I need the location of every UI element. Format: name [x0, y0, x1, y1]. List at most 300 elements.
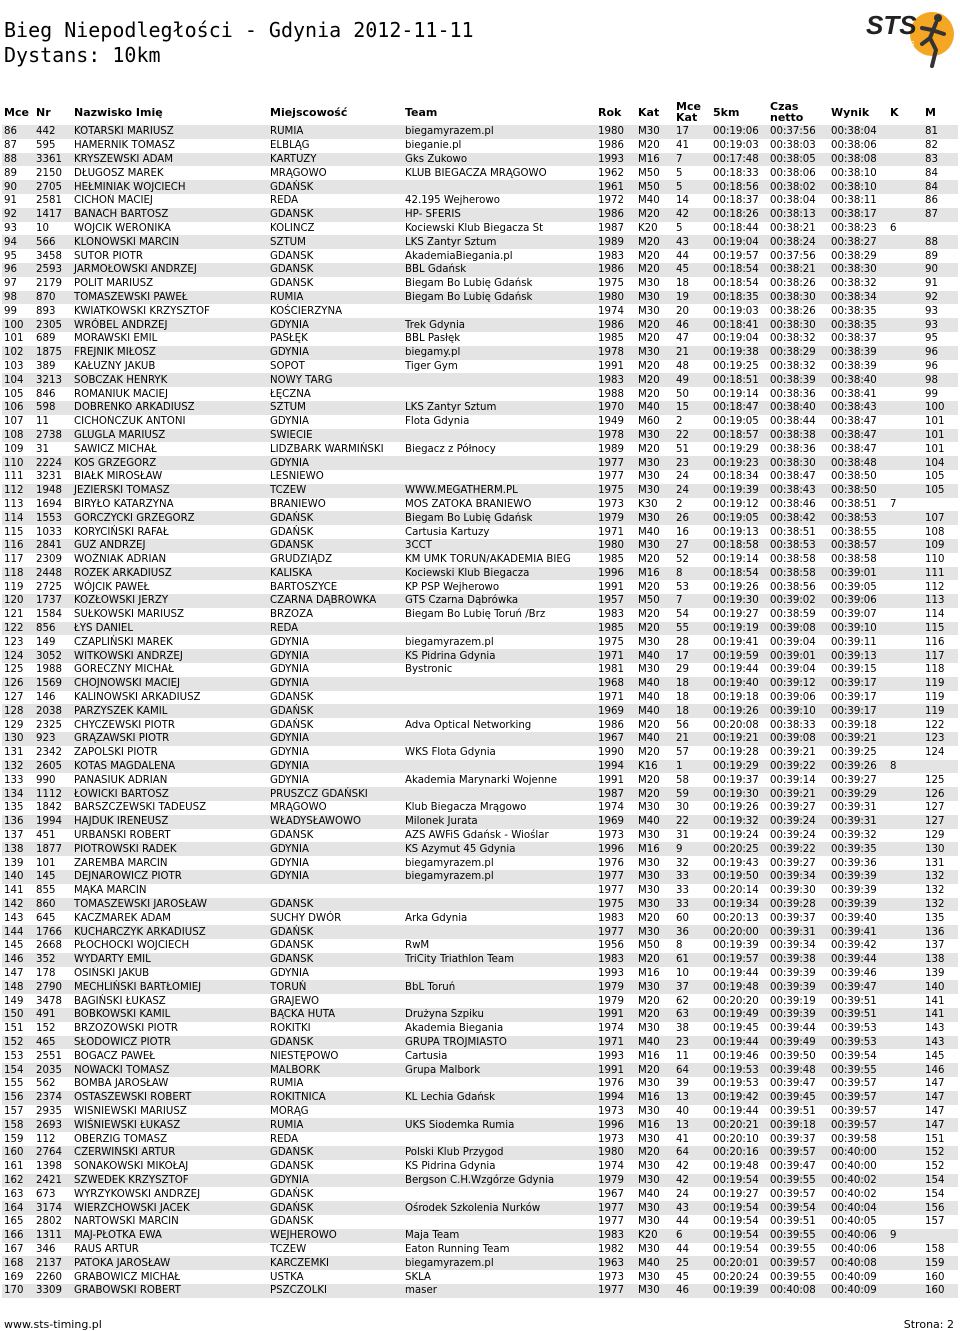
cell-year: 1963: [596, 1256, 636, 1270]
cell-result: 00:38:27: [829, 235, 888, 249]
cell-place: 130: [2, 732, 34, 746]
cell-men-place: 86: [925, 195, 938, 207]
cell-category-place: 10: [676, 968, 689, 979]
cell-split-5km: 00:20:10: [713, 1133, 759, 1145]
cell-men-place: 109: [923, 539, 958, 553]
cell-bib: 2035: [34, 1063, 72, 1077]
cell-city: GDYNIA: [270, 636, 309, 648]
cell-category-place: 58: [676, 774, 689, 786]
cell-team: [403, 1187, 596, 1201]
cell-men-place: [923, 1229, 958, 1243]
cell-city: GDAŃSK: [270, 1188, 314, 1200]
cell-category-place: 32: [676, 857, 689, 869]
cell-team: BBL Pasłęk: [405, 333, 461, 345]
cell-category: M40: [638, 1188, 660, 1200]
table-row: [2, 829, 958, 843]
cell-split-5km: 00:19:28: [713, 747, 759, 759]
cell-year: 1971: [598, 526, 624, 538]
cell-year: 1968: [596, 677, 636, 691]
cell-result: 00:39:42: [831, 940, 877, 952]
cell-men-place: 105: [925, 471, 945, 483]
cell-team: Drużyna Szpiku: [403, 1008, 596, 1022]
cell-year: 1975: [596, 484, 636, 498]
cell-category: M30: [638, 1216, 660, 1228]
cell-category: M30: [636, 870, 674, 884]
cell-result: 00:38:48: [829, 456, 888, 470]
cell-name: CICHOŃCZUK ANTONI: [74, 416, 186, 428]
cell-split-5km: 00:20:21: [711, 1118, 768, 1132]
cell-split-5km: 00:18:37: [713, 195, 759, 207]
table-row: [2, 1174, 958, 1188]
cell-men-place: 159: [923, 1256, 958, 1270]
cell-split-5km: 00:20:01: [711, 1256, 768, 1270]
cell-category: M30: [636, 980, 674, 994]
cell-year: 1977: [598, 1216, 624, 1228]
cell-team: [403, 304, 596, 318]
cell-category-place: 17: [674, 649, 711, 663]
cell-city: RUMIA: [270, 1078, 304, 1090]
cell-women-place: [888, 1256, 923, 1270]
cell-place: 146: [2, 953, 34, 967]
cell-category: K30: [638, 498, 658, 510]
cell-result: 00:38:39: [829, 346, 888, 360]
cell-bib: 2551: [36, 1050, 62, 1062]
cell-year: 1949: [598, 416, 624, 428]
cell-category: M40: [636, 704, 674, 718]
cell-place: 150: [2, 1008, 34, 1022]
cell-name: MAJ-PŁOTKA EWA: [72, 1229, 268, 1243]
table-row: [2, 746, 958, 760]
cell-result: 00:40:06: [829, 1229, 888, 1243]
cell-team: [403, 1077, 596, 1091]
table-row: [2, 553, 958, 567]
cell-category: M20: [638, 360, 660, 372]
cell-category: M30: [638, 1105, 660, 1117]
cell-women-place: [888, 291, 923, 305]
cell-city: GDYNIA: [268, 760, 403, 774]
cell-name: KORYCIŃSKI RAFAŁ: [74, 526, 169, 538]
cell-year: 1991: [598, 774, 624, 786]
cell-category-place: 7: [674, 153, 711, 167]
cell-bib: 846: [36, 388, 56, 400]
cell-result: 00:39:39: [831, 885, 877, 897]
cell-name: WÓJCIK WERONIKA: [74, 222, 171, 234]
cell-net-time: 00:38:46: [770, 498, 816, 510]
cell-year: 1962: [598, 167, 624, 179]
cell-net-time: 00:38:03: [770, 140, 816, 152]
cell-women-place: [888, 732, 923, 746]
cell-net-time: 00:39:48: [768, 1063, 829, 1077]
cell-team: Flota Gdynia: [405, 416, 470, 428]
cell-category-place: 2: [676, 416, 683, 428]
cell-bib: 598: [34, 401, 72, 415]
cell-team: BBL Gdańsk: [403, 263, 596, 277]
table-row: [2, 484, 958, 498]
table-row: [2, 373, 958, 387]
cell-category-place: 52: [676, 554, 689, 566]
cell-bib: 1112: [34, 787, 72, 801]
cell-result: 00:38:53: [829, 511, 888, 525]
cell-result: 00:39:01: [829, 567, 888, 581]
cell-bib: 112: [36, 1133, 56, 1145]
cell-net-time: 00:38:32: [770, 360, 816, 372]
cell-category: M30: [638, 636, 660, 648]
cell-team: [403, 1105, 596, 1119]
cell-category-place: 18: [676, 278, 689, 290]
table-row: [2, 166, 958, 180]
cell-bib: 2605: [34, 760, 72, 774]
cell-result: 00:39:55: [829, 1063, 888, 1077]
cell-split-5km: 00:19:04: [711, 235, 768, 249]
cell-net-time: 00:38:40: [768, 401, 829, 415]
cell-place: 97: [4, 278, 17, 290]
cell-men-place: 136: [923, 925, 958, 939]
cell-name: ZAPOLSKI PIOTR: [74, 747, 158, 759]
table-row: [2, 415, 958, 429]
cell-category-place: 18: [674, 704, 711, 718]
cell-year: 1977: [598, 471, 624, 483]
cell-category-place: 9: [674, 842, 711, 856]
cell-men-place: 93: [923, 318, 958, 332]
cell-team: Akademia Marynarki Wojenne: [405, 774, 557, 786]
cell-category-place: 45: [674, 263, 711, 277]
cell-net-time: 00:38:59: [770, 609, 816, 621]
cell-men-place: 93: [925, 305, 938, 317]
cell-year: 1977: [598, 885, 624, 897]
cell-category: M30: [638, 471, 660, 483]
cell-bib: 3361: [34, 153, 72, 167]
cell-category-place: 53: [676, 581, 689, 593]
cell-name: WYRZYKOWSKI ANDRZEJ: [74, 1188, 201, 1200]
cell-category: M30: [636, 484, 674, 498]
cell-result: 00:39:17: [829, 677, 888, 691]
cell-place: 89: [4, 167, 17, 179]
cell-city: GDYNIA: [268, 649, 403, 663]
cell-result: 00:39:11: [831, 636, 877, 648]
cell-women-place: [888, 263, 923, 277]
cell-split-5km: 00:19:39: [711, 484, 768, 498]
cell-result: 00:39:53: [829, 1036, 888, 1050]
cell-year: 1994: [596, 1091, 636, 1105]
cell-category: M30: [638, 885, 660, 897]
cell-place: 142: [2, 898, 34, 912]
cell-result: 00:40:00: [831, 1161, 877, 1173]
cell-name: BANACH BARTOSZ: [72, 208, 268, 222]
cell-split-5km: 00:19:44: [713, 664, 759, 676]
table-row: [2, 635, 958, 649]
cell-bib: 860: [34, 898, 72, 912]
cell-category-place: 2: [676, 498, 683, 510]
cell-women-place: [888, 677, 923, 691]
cell-women-place: [888, 746, 923, 760]
cell-category: M20: [636, 318, 674, 332]
cell-name: MORAWSKI EMIL: [74, 333, 158, 345]
table-row: [2, 387, 958, 401]
cell-team: Tiger Gym: [405, 360, 458, 372]
cell-bib: 923: [34, 732, 72, 746]
table-row: [2, 567, 958, 581]
cell-place: 110: [2, 456, 34, 470]
cell-city: MRĄGOWO: [270, 802, 327, 814]
cell-name: KOTARSKI MARIUSZ: [72, 125, 268, 139]
table-row: [2, 249, 958, 263]
cell-women-place: [888, 360, 923, 374]
cell-name: WIERZCHOWSKI JACEK: [72, 1201, 268, 1215]
cell-category: M30: [638, 278, 660, 290]
cell-place: 93: [4, 222, 17, 234]
cell-year: 1986: [598, 719, 624, 731]
cell-place: 104: [2, 373, 34, 387]
cell-category-place: 57: [676, 747, 689, 759]
cell-men-place: 132: [925, 885, 945, 897]
cell-women-place: [888, 1243, 923, 1257]
cell-year: 1979: [596, 1174, 636, 1188]
cell-category: M30: [636, 125, 674, 139]
cell-city: LEŚNIEWO: [270, 471, 324, 483]
cell-category: M30: [638, 305, 660, 317]
cell-category: M60: [638, 416, 660, 428]
cell-result: 00:39:51: [829, 1008, 888, 1022]
cell-women-place: [888, 594, 923, 608]
cell-category: K16: [636, 760, 674, 774]
cell-year: 1979: [596, 511, 636, 525]
cell-city: TORUŃ: [268, 980, 403, 994]
cell-year: 1971: [596, 1036, 636, 1050]
cell-men-place: 147: [925, 1078, 945, 1090]
cell-team: AZS AWFiS Gdańsk - Wioślar: [405, 830, 549, 842]
cell-category-place: 5: [676, 167, 683, 179]
cell-name: MECHLIŃSKI BARTŁOMIEJ: [72, 980, 268, 994]
cell-place: 166: [2, 1229, 34, 1243]
cell-year: 1980: [596, 291, 636, 305]
table-row: [2, 1146, 958, 1160]
cell-category-place: 39: [676, 1078, 689, 1090]
cell-category: M30: [638, 1271, 660, 1283]
cell-result: 00:40:09: [831, 1271, 877, 1283]
cell-result: 00:38:10: [829, 180, 888, 194]
cell-city: ELBLĄG: [270, 140, 310, 152]
cell-name: BOBKOWSKI KAMIL: [72, 1008, 268, 1022]
cell-category: M50: [636, 180, 674, 194]
table-row: [2, 856, 958, 870]
cell-net-time: 00:39:34: [770, 940, 816, 952]
cell-split-5km: 00:19:13: [713, 526, 759, 538]
cell-year: 1973: [598, 498, 624, 510]
cell-women-place: [888, 704, 923, 718]
cell-split-5km: 00:19:53: [713, 1078, 759, 1090]
cell-city: SZTUM: [268, 401, 403, 415]
cell-men-place: 131: [925, 857, 945, 869]
cell-category-place: 43: [674, 1201, 711, 1215]
cell-category-place: 44: [676, 1243, 689, 1255]
table-row: [2, 539, 958, 553]
cell-bib: 3052: [34, 649, 72, 663]
cell-place: 163: [4, 1188, 24, 1200]
cell-category-place: 28: [676, 636, 689, 648]
cell-split-5km: 00:19:48: [713, 1161, 759, 1173]
cell-year: 1975: [598, 278, 624, 290]
cell-women-place: [888, 856, 923, 870]
cell-men-place: 101: [925, 443, 945, 455]
cell-net-time: 00:39:10: [768, 704, 829, 718]
cell-place: 149: [4, 995, 24, 1007]
cell-category-place: 42: [676, 1161, 689, 1173]
cell-net-time: 00:38:51: [770, 526, 816, 538]
cell-net-time: 00:38:30: [768, 456, 829, 470]
cell-name: HAMERNIK TOMASZ: [74, 140, 175, 152]
cell-category: K20: [638, 222, 658, 234]
cell-women-place: 8: [888, 760, 923, 774]
cell-category-place: 6: [674, 1229, 711, 1243]
cell-place: 138: [2, 842, 34, 856]
cell-category-place: 25: [674, 1256, 711, 1270]
cell-category-place: 33: [674, 870, 711, 884]
cell-split-5km: 00:19:54: [711, 1229, 768, 1243]
cell-city: GDAŃSK: [268, 1146, 403, 1160]
table-row: [2, 1008, 958, 1022]
cell-bib: 2593: [34, 263, 72, 277]
svg-text:STS: STS: [866, 10, 917, 40]
table-row: [2, 801, 958, 815]
cell-split-5km: 00:18:51: [711, 373, 768, 387]
cell-team: [403, 677, 596, 691]
cell-category: M30: [638, 1023, 660, 1035]
table-row: [2, 870, 958, 884]
cell-men-place: 154: [925, 1188, 945, 1200]
cell-category: M20: [638, 747, 660, 759]
cell-bib: 1988: [36, 664, 62, 676]
cell-net-time: 00:39:34: [768, 870, 829, 884]
cell-city: PRUSZCZ GDAŃSKI: [268, 787, 403, 801]
cell-city: GDAŃSK: [270, 830, 314, 842]
cell-split-5km: 00:19:34: [711, 898, 768, 912]
cell-category: M40: [638, 526, 660, 538]
cell-category-place: 24: [674, 484, 711, 498]
cell-bib: 1398: [36, 1161, 62, 1173]
cell-category-place: 64: [674, 1146, 711, 1160]
cell-men-place: 129: [925, 830, 945, 842]
cell-category-place: 63: [674, 1008, 711, 1022]
cell-team: biegamyrazem.pl: [405, 857, 494, 869]
cell-name: TOMASZEWSKI JAROSŁAW: [72, 898, 268, 912]
table-row: [2, 704, 958, 718]
cell-net-time: 00:39:38: [768, 953, 829, 967]
cell-year: 1983: [598, 250, 624, 262]
cell-bib: 2705: [34, 180, 72, 194]
cell-split-5km: 00:19:18: [713, 692, 759, 704]
cell-bib: 1694: [36, 498, 62, 510]
cell-result: 00:39:39: [829, 898, 888, 912]
cell-place: 164: [2, 1201, 34, 1215]
table-row: [2, 1049, 958, 1063]
cell-result: 00:40:06: [831, 1243, 877, 1255]
cell-year: 1977: [596, 1284, 636, 1298]
cell-city: GDAŃSK: [270, 278, 314, 290]
table-row: [2, 208, 958, 222]
cell-name: DOBRENKO ARKADIUSZ: [72, 401, 268, 415]
cell-team: KL Lechia Gdańsk: [403, 1091, 596, 1105]
cell-year: 1969: [596, 704, 636, 718]
cell-category: M30: [638, 1161, 660, 1173]
cell-year: 1990: [598, 747, 624, 759]
cell-result: 00:38:47: [831, 443, 877, 455]
cell-net-time: 00:39:21: [768, 787, 829, 801]
cell-category-place: 43: [674, 235, 711, 249]
cell-split-5km: 00:17:48: [711, 153, 768, 167]
cell-men-place: 116: [925, 636, 945, 648]
cell-result: 00:38:06: [831, 140, 877, 152]
cell-category: M30: [638, 664, 660, 676]
cell-name: GRABOWICZ MICHAŁ: [74, 1271, 181, 1283]
cell-team: TriCity Triathlon Team: [403, 953, 596, 967]
cell-name: WIŚNIEWSKI MARIUSZ: [74, 1105, 187, 1117]
cell-bib: 2764: [34, 1146, 72, 1160]
cell-bib: 1994: [34, 815, 72, 829]
cell-women-place: [888, 911, 923, 925]
cell-year: 1975: [598, 636, 624, 648]
table-header-row: [2, 99, 958, 125]
cell-place: 122: [2, 622, 34, 636]
cell-split-5km: 00:19:29: [713, 443, 759, 455]
cell-category: M20: [638, 554, 660, 566]
cell-category-place: 38: [676, 1023, 689, 1035]
cell-city: NIESTĘPOWO: [270, 1050, 339, 1062]
cell-year: 1994: [596, 760, 636, 774]
cell-split-5km: 00:19:19: [711, 622, 768, 636]
cell-city: [268, 884, 403, 898]
cell-team: Grupa Malbork: [403, 1063, 596, 1077]
cell-bib: 673: [36, 1188, 56, 1200]
cell-result: 00:39:40: [831, 912, 877, 924]
cell-city: BĄCKA HUTA: [268, 1008, 403, 1022]
cell-split-5km: 00:19:53: [711, 1063, 768, 1077]
cell-year: 1989: [596, 235, 636, 249]
cell-city: SUCHY DWÓR: [270, 912, 342, 924]
cell-category-place: 19: [674, 291, 711, 305]
cell-men-place: 99: [925, 388, 938, 400]
cell-split-5km: 00:20:16: [711, 1146, 768, 1160]
cell-result: 00:38:47: [829, 429, 888, 443]
cell-name: JARMOŁOWSKI ANDRZEJ: [72, 263, 268, 277]
cell-team: MOS ZATOKA BRANIEWO: [405, 498, 532, 510]
cell-name: CZERWIŃSKI ARTUR: [72, 1146, 268, 1160]
cell-bib: 145: [34, 870, 72, 884]
cell-team: Kociewski Klub Biegacza: [403, 567, 596, 581]
cell-women-place: [888, 842, 923, 856]
cell-year: 1975: [596, 898, 636, 912]
cell-bib: 389: [36, 360, 56, 372]
cell-women-place: [888, 304, 923, 318]
cell-women-place: [888, 470, 923, 484]
cell-result: 00:39:17: [831, 692, 877, 704]
table-row: [2, 511, 958, 525]
cell-category-place: 56: [676, 719, 689, 731]
cell-bib: 2342: [36, 747, 62, 759]
cell-men-place: 119: [923, 704, 958, 718]
cell-name: GÓRECZNY MICHAŁ: [74, 664, 174, 676]
table-row: [2, 677, 958, 691]
table-row: [2, 222, 958, 236]
cell-bib: 1569: [34, 677, 72, 691]
cell-city: GDAŃSK: [270, 1216, 314, 1228]
cell-category: M40: [636, 1036, 674, 1050]
cell-split-5km: 00:18:57: [711, 429, 768, 443]
cell-team: [403, 994, 596, 1008]
cell-place: 155: [4, 1078, 24, 1090]
cell-men-place: 140: [923, 980, 958, 994]
cell-net-time: 00:38:05: [768, 153, 829, 167]
footer-url[interactable]: www.sts-timing.pl: [4, 1318, 102, 1331]
